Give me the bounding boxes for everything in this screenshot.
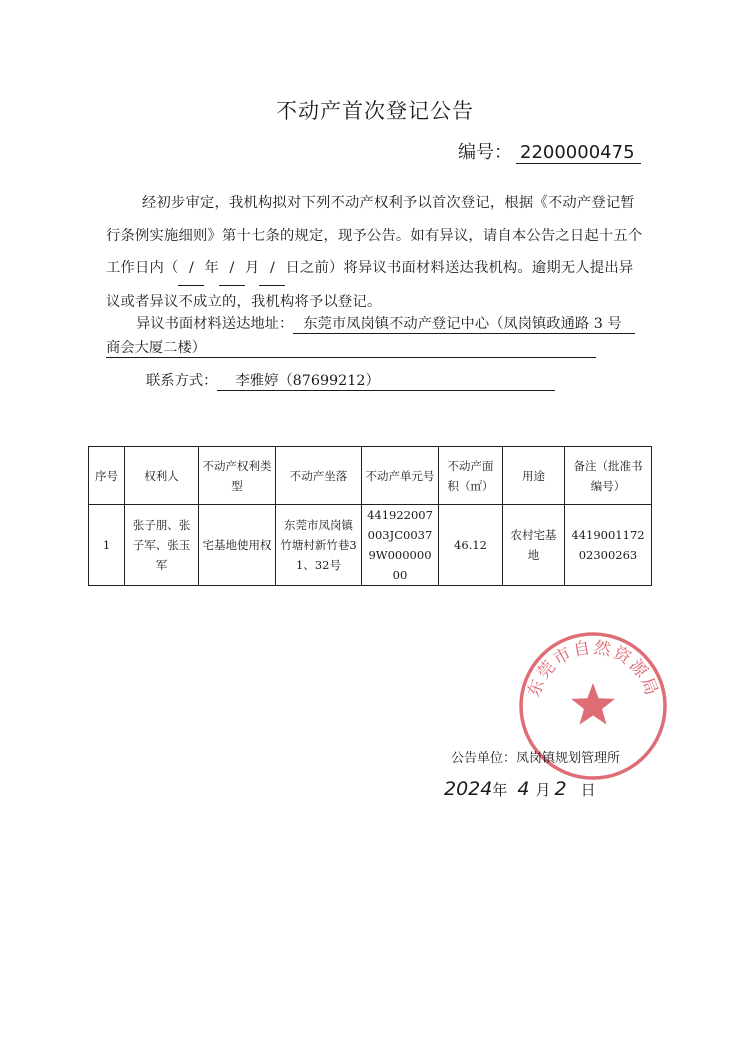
publishing-unit	[451, 747, 620, 766]
cell-remarks: 441900117202300263	[565, 505, 652, 586]
seal-star-icon	[571, 683, 615, 725]
day-blank: /	[259, 252, 285, 286]
objection-address-line1	[136, 313, 635, 334]
contact-label: 联系方式：	[146, 373, 218, 389]
year-blank: /	[178, 252, 204, 286]
header-location: 不动产坐落	[276, 447, 362, 505]
signature-date	[444, 778, 596, 800]
date-month: 4	[517, 778, 530, 800]
header-unit-number: 不动产单元号	[362, 447, 439, 505]
paragraph-text-a: 经初步审定，我机构拟对下列不动产权利予以首次登记，根据《不动产登记暂行条例实施细则》第十七条的规定，现予公告。如有异议，请自本公告之日起十五个工作日内（	[106, 195, 643, 276]
objection-address-line2	[106, 337, 596, 358]
cell-location: 东莞市凤岗镇竹塘村新竹巷31、32号	[276, 505, 362, 586]
cell-unit-number: 441922007003JC00379W00000000	[362, 505, 439, 586]
contact-line	[146, 370, 555, 391]
notice-paragraph	[106, 187, 646, 318]
address-value-2: 商会大厦二楼）	[106, 337, 596, 358]
table-header-row	[89, 447, 652, 505]
header-right-holder: 权利人	[125, 447, 199, 505]
header-usage: 用途	[503, 447, 565, 505]
date-month-label: 月	[535, 781, 551, 799]
publishing-unit-label: 公告单位：	[451, 751, 517, 766]
document-number-value: 2200000475	[516, 142, 641, 164]
cell-area: 46.12	[439, 505, 503, 586]
cell-right-type: 宅基地使用权	[199, 505, 276, 586]
cell-right-holder: 张子朋、张子军、张玉军	[125, 505, 199, 586]
cell-index: 1	[89, 505, 125, 586]
document-number	[458, 138, 641, 164]
document-number-label: 编号：	[458, 142, 512, 163]
table-row	[89, 505, 652, 586]
cell-usage: 农村宅基地	[503, 505, 565, 586]
date-day-label: 日	[580, 781, 596, 799]
address-value-1: 东莞市凤岗镇不动产登记中心（凤岗镇政通路 3 号	[293, 313, 635, 334]
registration-table	[88, 446, 652, 586]
header-area: 不动产面积（㎡）	[439, 447, 503, 505]
page-title: 不动产首次登记公告	[276, 99, 474, 123]
month-label: 月	[244, 260, 260, 276]
contact-value: 李雅婷（87699212）	[217, 370, 555, 391]
month-blank: /	[219, 252, 245, 286]
header-remarks: 备注（批准书编号）	[565, 447, 652, 505]
paragraph-text-b: 日之前）将异议书面材料送达我机构。逾期无人提出异议或者异议不成立的，我机构将予以登记。	[106, 260, 634, 310]
year-label: 年	[204, 260, 219, 276]
header-right-type: 不动产权利类型	[199, 447, 276, 505]
publishing-unit-value: 凤岗镇规划管理所	[516, 751, 621, 766]
date-day: 2	[554, 778, 567, 800]
date-year: 2024	[444, 778, 493, 800]
date-year-label: 年	[492, 781, 508, 799]
address-label: 异议书面材料送达地址：	[136, 316, 294, 332]
header-index: 序号	[89, 447, 125, 505]
seal-text: 东莞市自然资源局	[524, 637, 662, 700]
